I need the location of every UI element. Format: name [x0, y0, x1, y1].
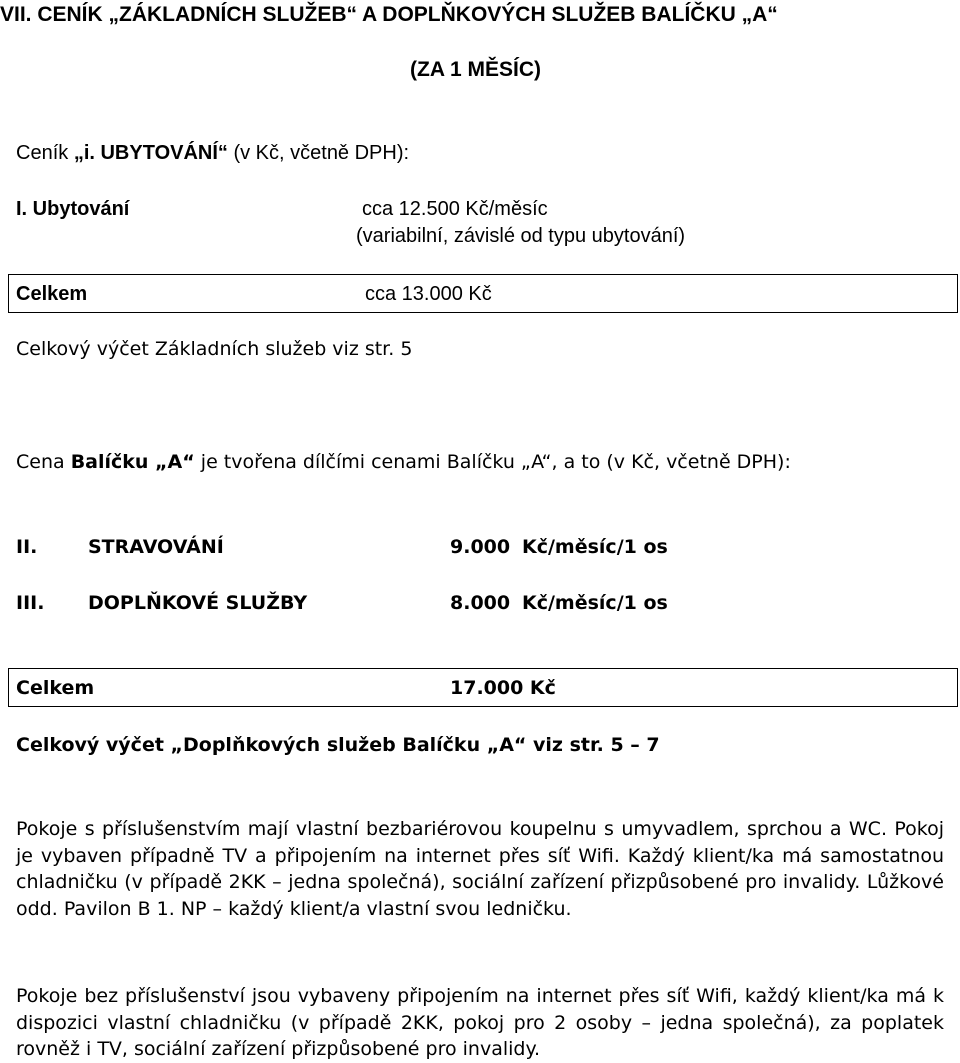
balicek-line [16, 451, 791, 473]
ubytovani-note: (variabilní, závislé od typu ubytování) [356, 225, 686, 247]
ubytovani-label: I. Ubytování [16, 198, 130, 220]
balicek-suffix: je tvořena dílčími cenami Balíčku „A“, a to (v Kč, včetně DPH): [194, 451, 791, 473]
heading-title: VII. CENÍK „ZÁKLADNÍCH SLUŽEB“ A DOPLŇKOVÝCH SLUŽEB BALÍČKU „A“ [0, 3, 778, 26]
paragraph-rooms-without-bathroom: Pokoje bez příslušenství jsou vybaveny připojením na internet přes síť Wifi, každý klient/ka má k dispozici vlastní chladničku (v případě 2KK, pokoj pro 2 osoby – jedna společná), za poplatek rovněž i TV, sociální zařízení přizpůsobené pro invalidy. [16, 985, 944, 1060]
summary-link-1: Celkový výčet Základních služeb viz str. 5 [16, 338, 413, 360]
item-unit: Kč/měsíc/1 os [522, 536, 668, 558]
item-price: 9.000 [450, 536, 511, 558]
ubytovani-price: cca 12.500 Kč/měsíc [362, 198, 548, 220]
item-name: DOPLŇKOVÉ SLUŽBY [88, 592, 308, 614]
cenik-line [16, 142, 409, 165]
paragraph-rooms-with-bathroom: Pokoje s příslušenstvím mají vlastní bezbariérovou koupelnu s umyvadlem, sprchou a WC. Pokoj je vybaven případně TV a připojením na internet přes síť Wifi. Každý klient/ka má samostatnou chladničku (v případě 2KK – jedna společná), sociální zařízení přizpůsobené pro invalidy. Lůžkové odd. Pavilon B 1. NP – každý klient/a vlastní svou ledničku. [16, 818, 944, 920]
summary-link-2: Celkový výčet „Doplňkových služeb Balíčku „A“ viz str. 5 – 7 [16, 734, 660, 756]
item-num: III. [16, 592, 45, 614]
balicek-prefix: Cena [16, 451, 71, 473]
total-1-label: Celkem [16, 283, 88, 305]
heading-subtitle: (ZA 1 MĚSÍC) [410, 58, 542, 81]
item-unit: Kč/měsíc/1 os [522, 592, 668, 614]
cenik-prefix: Ceník [16, 142, 74, 164]
cenik-bold: „i. UBYTOVÁNÍ“ [73, 142, 228, 164]
item-price: 8.000 [450, 592, 511, 614]
item-num: II. [16, 536, 38, 558]
total-2-value: 17.000 Kč [450, 677, 556, 699]
total-2-label: Celkem [16, 677, 95, 699]
total-1-value: cca 13.000 Kč [365, 283, 492, 305]
balicek-bold: Balíčku „A“ [70, 451, 195, 473]
item-name: STRAVOVÁNÍ [88, 536, 224, 558]
cenik-suffix: (v Kč, včetně DPH): [227, 142, 410, 164]
